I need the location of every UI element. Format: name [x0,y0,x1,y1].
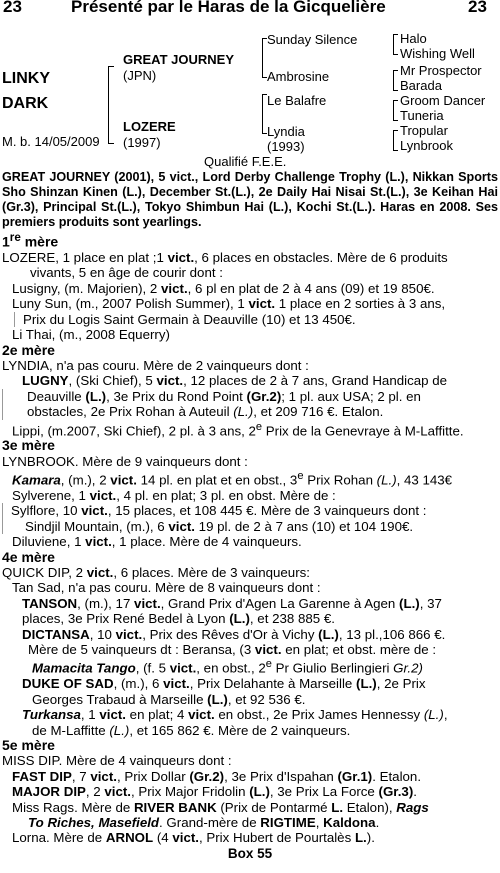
dam-dam: Lyndia [267,124,305,139]
first-dam-line: vivants, 5 en âge de courir dont : [30,265,223,281]
produce-entry-cont: obstacles, 2e Prix Rohan à Auteuil (L.), et 209 716 €. Etalon. [2,404,498,419]
ancestor-3: Mr Prospector [400,63,482,78]
produce-entry: Lusigny, (m. Majorien), 2 vict., 6 pl en plat de 2 à 4 ans (09) et 19 850€. [12,280,435,296]
horse-description: M. b. 14/05/2009 [2,134,100,149]
sire-dam: Ambrosine [267,69,330,84]
produce-entry: Sylflore, 10 vict., 15 places, et 108 445 €. Mère de 3 vainqueurs dont : [2,503,498,518]
catalogue-body [2,170,498,861]
second-dam-section [2,343,498,439]
ancestor-8: Lynbrook [400,138,453,153]
ancestor-5: Groom Dancer [400,93,486,108]
ancestor-7: Tropular [400,123,448,138]
dam-dam-year: (1993) [267,139,305,154]
produce-entry: Li Thai, (m., 2008 Equerry) [12,327,170,343]
produce-entry: DUKE OF SAD, (m.), 6 vict., Prix Delahante à Marseille (L.), 2e Prix [22,676,426,692]
produce-entry: Diluviene, 1 vict., 1 place. Mère de 4 vainqueurs. [12,534,302,550]
produce-entry: Sylverene, 1 vict., 4 pl. en plat; 3 pl. en obst. Mère de : [12,488,336,503]
page-number-right: 23 [468,0,487,16]
first-dam-section [2,230,498,343]
sire-record: GREAT JOURNEY (2001), 5 vict., Lord Derby Challenge Trophy (L.), Nikkan Sports Sho Shinzan Kinen (L.), December St.(L.), 2e Daily Hai Nisai St.(L.), 3e Keihan Hai (Gr.3), Principal St.(L.), Tokyo Shimbun Hai (L.), Kochi St.(L.). Haras en 2008. Ses premiers produits sont yearlings. [2,170,498,229]
horse-name-line1: LINKY [2,70,50,87]
first-dam-heading: 1re mère [2,231,59,250]
produce-entry-cont: Deauville (L.), 3e Prix du Rond Point (Gr.2); 1 pl. aux USA; 2 pl. en [2,389,498,404]
qualification: Qualifié F.E.E. [204,154,287,169]
fifth-dam-line: MISS DIP. Mère de 4 vainqueurs dont : [2,753,232,769]
fourth-dam-heading: 4e mère [2,548,55,565]
ancestor-6: Tuneria [400,108,444,123]
sire-name: GREAT JOURNEY [123,52,234,67]
dam-year: (1997) [123,135,161,150]
produce-entry-cont: To Riches, Masefield. Grand-mère de RIGTIME, Kaldona. [28,814,380,830]
produce-entry: Miss Rags. Mère de RIVER BANK (Prix de Pontarmé L. Etalon), Rags [12,799,429,815]
produce-entry: MAJOR DIP, 2 vict., Prix Major Fridolin (L.), 3e Prix La Force (Gr.3). [12,784,417,800]
produce-entry: Lippi, (m.2007, Ski Chief), 2 pl. à 3 ans, 2e Prix de la Genevraye à M-Laffitte. [12,420,464,438]
third-dam-section [2,438,498,549]
produce-entry: Turkansa, 1 vict. en plat; 4 vict. en obst., 2e Prix James Hennessy (L.), [22,707,448,723]
ancestor-4: Barada [400,78,442,93]
fourth-dam-line: QUICK DIP, 2 vict., 6 places. Mère de 3 vainqueurs: [2,565,310,581]
ancestor-1: Halo [400,31,427,46]
dam-sire: Le Balafre [267,93,327,108]
produce-entry: Lorna. Mère de ARNOL (4 vict., Prix Hubert de Pourtalès L.). [12,830,375,846]
second-dam-line: LYNDIA, n'a pas couru. Mère de 2 vainqueurs dont : [2,357,309,373]
produce-entry: Tan Sad, n'a pas couru. Mère de 8 vainqueurs dont : [12,580,321,596]
produce-entry: Sindjil Mountain, (m.), 6 vict. 19 pl. de 2 à 7 ans (10) et 104 190€. [2,519,498,534]
produce-entry-cont: Georges Trabaud à Marseille (L.), et 92 536 €. [32,691,306,707]
page-number-left: 23 [3,0,22,16]
produce-entry: FAST DIP, 7 vict., Prix Dollar (Gr.2), 3e Prix d'Ispahan (Gr.1). Etalon. [12,768,422,784]
sire-sire: Sunday Silence [267,32,358,47]
produce-entry: DICTANSA, 10 vict., Prix des Rêves d'Or à Vichy (L.), 13 pl.,106 866 €. [22,626,446,642]
dam-name: LOZERE [123,119,176,134]
fifth-dam-heading: 5e mère [2,736,55,753]
produce-entry: TANSON, (m.), 17 vict., Grand Prix d'Agen La Garenne à Agen (L.), 37 [22,595,442,611]
second-dam-heading: 2e mère [2,341,55,358]
fifth-dam-section [2,738,498,846]
third-dam-line: LYNBROOK. Mère de 9 vainqueurs dont : [2,453,248,469]
third-dam-heading: 3e mère [2,437,55,454]
produce-entry: Kamara, (m.), 2 vict. 14 pl. en plat et en obst., 3e Prix Rohan (L.), 43 143€ [12,470,453,488]
produce-entry: Luny Sun, (m., 2007 Polish Summer), 1 vict. 1 place en 2 sorties à 3 ans, [12,296,446,312]
produce-entry-cont: Mère de 5 vainqueurs dt : Beransa, (3 vict. en plat; et obst. mère de : [28,642,437,658]
box-number: Box 55 [227,845,273,861]
sire-origin: (JPN) [123,68,157,83]
horse-name-line2: DARK [2,95,49,112]
produce-entry-cont: de M-Laffitte (L.), et 165 862 €. Mère de 2 vainqueurs. [32,722,351,738]
page-title: Présenté par le Haras de la Gicquelière [71,0,386,16]
produce-entry: LUGNY, (Ski Chief), 5 vict., 12 places de 2 à 7 ans, Grand Handicap de [22,373,447,389]
fourth-dam-section [2,550,498,738]
produce-entry-cont: Prix du Logis Saint Germain à Deauville (10) et 13 450€. [14,312,498,327]
first-dam-line: LOZERE, 1 place en plat ;1 vict., 6 places en obstacles. Mère de 6 produits [2,250,448,266]
produce-entry-cont: places, 3e Prix René Bedel à Lyon (L.), et 238 885 €. [22,611,335,627]
produce-entry: Mamacita Tango, (f. 5 vict., en obst., 2e Pr Giulio Berlingieri Gr.2) [32,658,423,676]
ancestor-2: Wishing Well [400,46,475,61]
